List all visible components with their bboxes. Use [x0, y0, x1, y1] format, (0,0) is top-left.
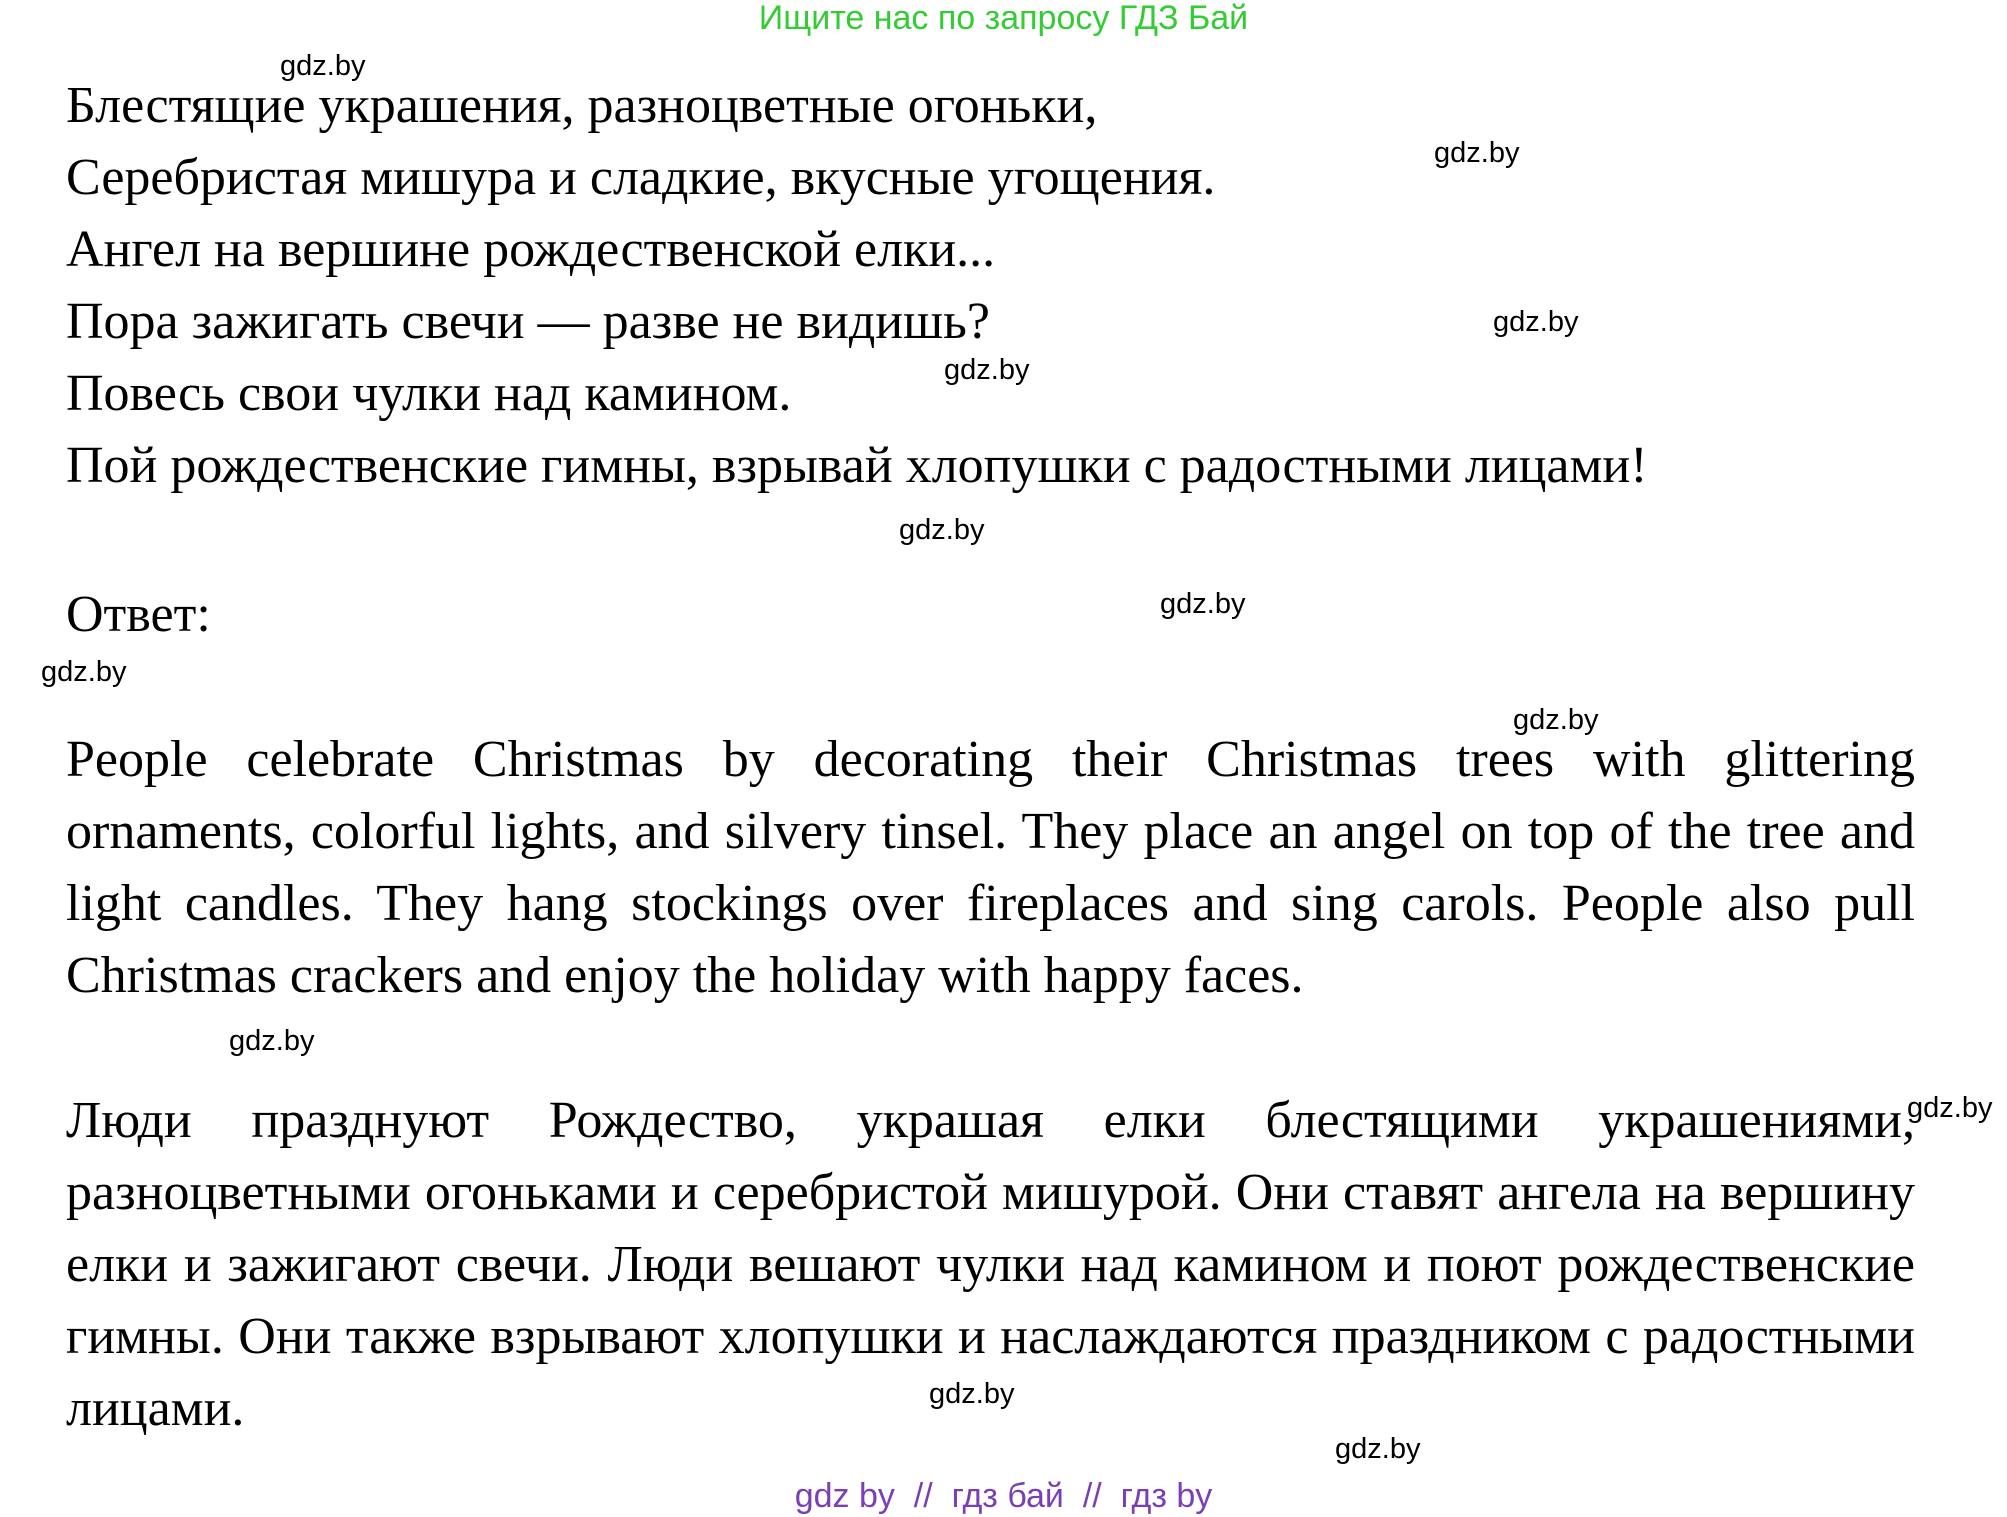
answer-english-paragraph: People celebrate Christmas by decorating their Christmas trees with glittering ornaments, colorful lights, and silvery tinsel. They place an angel on top of the tree and light candles. They hang stockings over fireplaces and sing carols. People also pull Christmas crackers and enjoy the holiday with happy faces. — [66, 731, 1915, 1004]
watermark: gdz.by — [229, 1025, 315, 1057]
poem-line: Блестящие украшения, разноцветные огоньки, — [66, 77, 1098, 134]
poem-line: Пора зажигать свечи — разве не видишь? — [66, 293, 990, 350]
answer-label: Ответ: — [66, 586, 211, 643]
poem-line: Ангел на вершине рождественской елки... — [66, 221, 996, 278]
watermark: gdz.by — [41, 656, 127, 688]
watermark: gdz.by — [929, 1378, 1015, 1410]
watermark: gdz.by — [1493, 306, 1579, 338]
watermark: gdz.by — [1907, 1092, 1993, 1124]
watermark: gdz.by — [1513, 704, 1599, 736]
watermark: gdz.by — [1434, 137, 1520, 169]
footer-banner[interactable]: gdz by // гдз бай // гдз by — [794, 1477, 1213, 1515]
poem — [66, 76, 1966, 508]
watermark: gdz.by — [899, 514, 985, 546]
watermark: gdz.by — [1160, 588, 1246, 620]
poem-line: Пой рождественские гимны, взрывай хлопушки с радостными лицами! — [66, 437, 1648, 494]
poem-line: Повесь свои чулки над камином. — [66, 365, 792, 422]
watermark: gdz.by — [280, 50, 366, 82]
header-banner[interactable]: Ищите нас по запросу ГДЗ Бай — [758, 0, 1249, 37]
answer-russian-paragraph: Люди празднуют Рождество, украшая елки блестящими украшениями, разноцветными огоньками и серебристой мишурой. Они ставят ангела на вершину елки и зажигают свечи. Люди вешают чулки над камином и поют рождественские гимны. Они также взрывают хлопушки и наслаждаются праздником с радостными лицами. — [66, 1092, 1915, 1437]
watermark: gdz.by — [944, 354, 1030, 386]
poem-line: Серебристая мишура и сладкие, вкусные угощения. — [66, 149, 1216, 206]
watermark: gdz.by — [1335, 1433, 1421, 1465]
